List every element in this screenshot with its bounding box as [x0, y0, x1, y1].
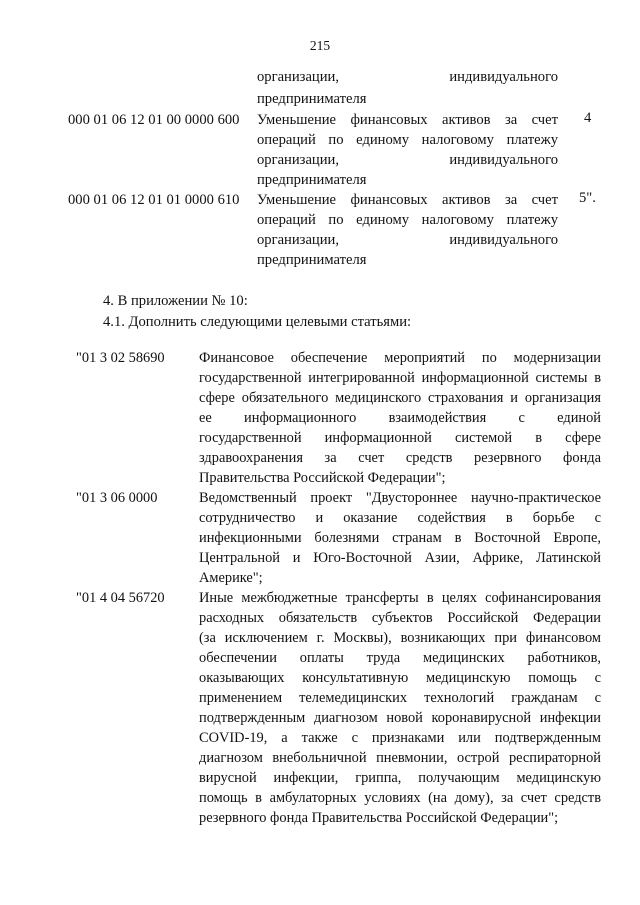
article-2-line-4: Центральной и Юго-Восточной Азии, Африке, Латинской — [199, 550, 601, 566]
article-2-line-1: Ведомственный проект "Двустороннее научно-практическое — [199, 490, 601, 506]
article-1-line-2: государственной интегрированной информационной системы в — [199, 370, 601, 386]
article-3-line-6: применением телемедицинских технологий гражданам с — [199, 690, 601, 706]
table-row-0-desc-line-2: предпринимателя — [257, 91, 367, 107]
article-3-line-7: подтвержденным диагнозом новой коронавирусной инфекции — [199, 710, 601, 726]
article-2-line-2: сотрудничество и оказание содействия в борьбе с — [199, 510, 601, 526]
table-row-1-desc-line-1: Уменьшение финансовых активов за счет — [257, 112, 558, 128]
article-3-line-12: резервного фонда Правительства Российской Федерации"; — [199, 810, 559, 826]
article-3-line-1: Иные межбюджетные трансферты в целях софинансирования — [199, 590, 601, 606]
table-row-2-desc-line-1: Уменьшение финансовых активов за счет — [257, 192, 558, 208]
article-3-line-3: (за исключением г. Москвы), возникающих при финансовом — [199, 630, 601, 646]
article-3-line-8: COVID-19, а также с признаками или подтвержденным — [199, 730, 601, 746]
article-1-line-3: сфере обязательного медицинского страхования и организация — [199, 390, 601, 406]
article-1-code: "01 3 02 58690 — [76, 350, 165, 366]
section-heading: 4. В приложении № 10: — [103, 293, 248, 309]
table-row-2-code: 000 01 06 12 01 01 0000 610 — [68, 192, 240, 208]
article-2-line-5: Америке"; — [199, 570, 263, 586]
table-row-2-amount: 5". — [579, 190, 596, 206]
article-2-line-3: инфекционными болезнями странам в Восточной Европе, — [199, 530, 601, 546]
article-1-line-6: здравоохранения за счет средств резервного фонда — [199, 450, 601, 466]
article-3-line-4: обеспечении оплаты труда медицинских работников, — [199, 650, 601, 666]
article-1-line-5: государственной информационной системой в сфере — [199, 430, 601, 446]
article-1-line-4: ее информационного взаимодействия с единой — [199, 410, 601, 426]
article-3-code: "01 4 04 56720 — [76, 590, 165, 606]
table-row-2-desc-line-3: организации, индивидуального — [257, 232, 558, 248]
article-3-line-11: помощь в амбулаторных условиях (на дому), за счет средств — [199, 790, 601, 806]
article-3-line-5: оказывающих консультативную медицинскую помощь с — [199, 670, 601, 686]
table-row-1-desc-line-4: предпринимателя — [257, 172, 367, 188]
table-row-2-desc-line-4: предпринимателя — [257, 252, 367, 268]
article-1-line-7: Правительства Российской Федерации"; — [199, 470, 446, 486]
table-row-0-desc-line-1: организации, индивидуального — [257, 69, 558, 85]
article-2-code: "01 3 06 0000 — [76, 490, 158, 506]
table-row-1-code: 000 01 06 12 01 00 0000 600 — [68, 112, 240, 128]
table-row-1-desc-line-2: операций по единому налоговому платежу — [257, 132, 558, 148]
table-row-1-desc-line-3: организации, индивидуального — [257, 152, 558, 168]
table-row-1-amount: 4 — [584, 110, 592, 126]
table-row-2-desc-line-2: операций по единому налоговому платежу — [257, 212, 558, 228]
article-1-line-1: Финансовое обеспечение мероприятий по модернизации — [199, 350, 601, 366]
article-3-line-10: вирусной инфекции, гриппа, получающим медицинскую — [199, 770, 601, 786]
article-3-line-9: диагнозом внебольничной пневмонии, острой респираторной — [199, 750, 601, 766]
page-number: 215 — [309, 38, 331, 53]
subsection-heading: 4.1. Дополнить следующими целевыми статьями: — [103, 314, 412, 330]
article-3-line-2: расходных обязательств субъектов Российской Федерации — [199, 610, 601, 626]
